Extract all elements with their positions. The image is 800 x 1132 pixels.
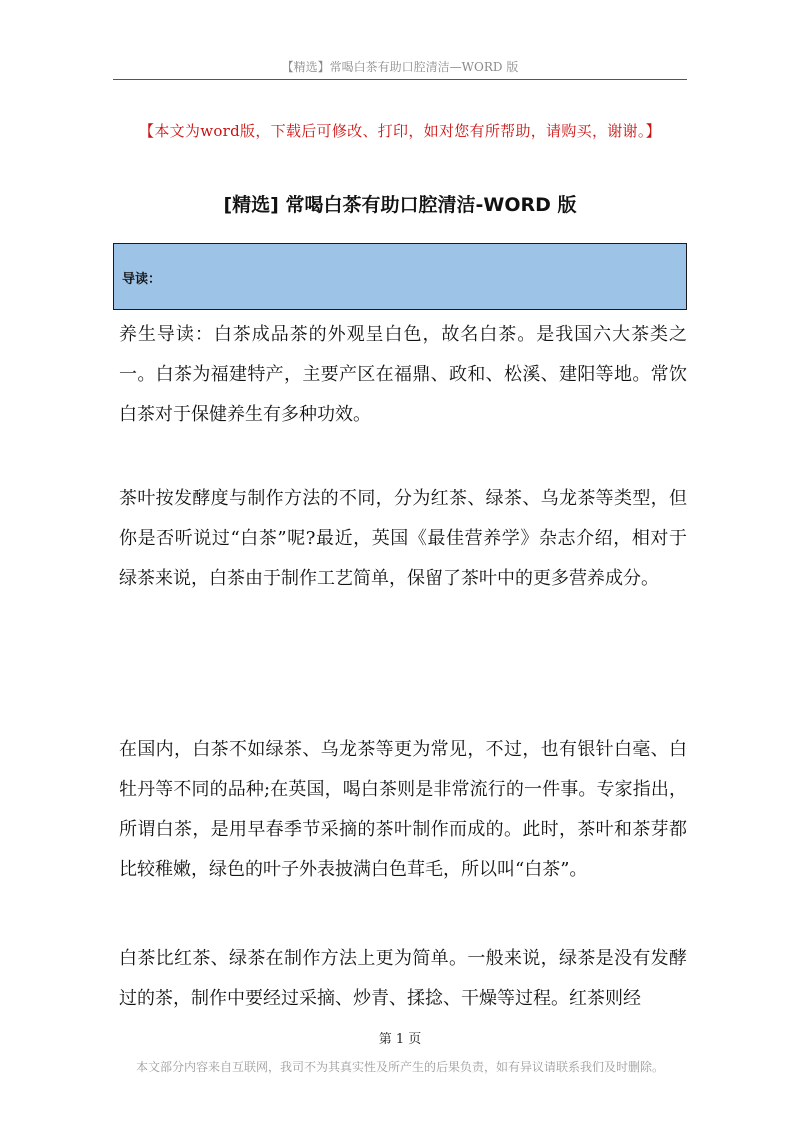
paragraph-1: 养生导读：白茶成品茶的外观呈白色，故名白茶。是我国六大茶类之一。白茶为福建特产，主要产区在福鼎、政和、松溪、建阳等地。常饮白茶对于保健养生有多种功效。 xyxy=(119,324,687,425)
document-title: [精选] 常喝白茶有助口腔清洁-WORD 版 xyxy=(223,194,577,216)
paragraph-3: 在国内，白茶不如绿茶、乌龙茶等更为常见，不过，也有银针白毫、白牡丹等不同的品种;在英国，喝白茶则是非常流行的一件事。专家指出，所谓白茶，是用早春季节采摘的茶叶制作而成的。此时，茶叶和茶芽都比较稚嫩，绿色的叶子外表披满白色茸毛，所以叫“白茶”。 xyxy=(119,739,687,880)
paragraph-2: 茶叶按发酵度与制作方法的不同，分为红茶、绿茶、乌龙茶等类型，但你是否听说过“白茶”呢?最近，英国《最佳营养学》杂志介绍，相对于绿茶来说，白茶由于制作工艺简单，保留了茶叶中的更多营养成分。 xyxy=(119,488,687,589)
footer-disclaimer: 本文部分内容来自互联网，我司不为其真实性及所产生的后果负责，如有异议请联系我们及时删除。 xyxy=(135,1060,664,1074)
download-notice: 【本文为word版，下载后可修改、打印，如对您有所帮助，请购买，谢谢。】 xyxy=(139,122,661,140)
intro-label: 导读： xyxy=(122,272,162,287)
page-number: 第 1 页 xyxy=(378,1032,422,1047)
paragraph-4: 白茶比红茶、绿茶在制作方法上更为简单。一般来说，绿茶是没有发酵过的茶，制作中要经过采摘、炒青、揉捻、干燥等过程。红茶则经 xyxy=(119,948,687,1009)
intro-box xyxy=(113,243,687,310)
page-header: 【精选】常喝白茶有助口腔清洁—WORD 版 xyxy=(113,58,687,80)
